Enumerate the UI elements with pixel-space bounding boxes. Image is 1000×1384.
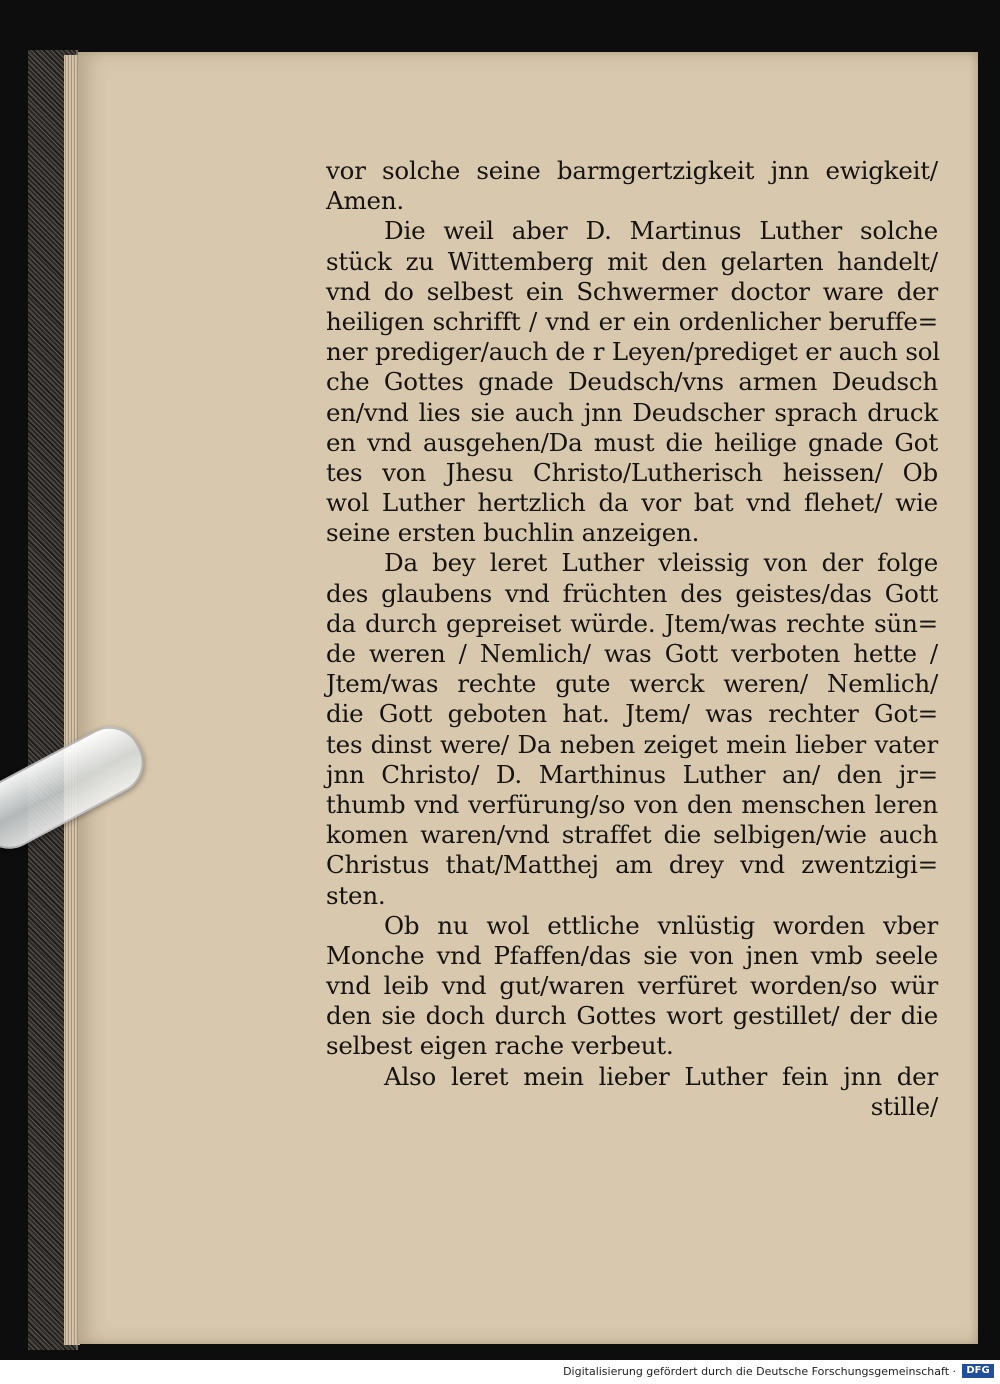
- text-line: tes dinst were/ Da neben zeiget mein lieber vater: [326, 729, 938, 759]
- text-line: komen waren/vnd straffet die selbigen/wie auch: [326, 820, 938, 850]
- text-line: vnd do selbest ein Schwermer doctor ware der: [326, 276, 938, 306]
- funding-notice: Digitalisierung gefördert durch die Deutsche Forschungsgemeinschaft ·: [563, 1365, 956, 1378]
- text-line: che Gottes gnade Deudsch/vns armen Deudsch: [326, 367, 938, 397]
- text-line: en/vnd lies sie auch jnn Deudscher sprach druck: [326, 397, 938, 427]
- text-line: tes von Jhesu Christo/Lutherisch heissen/ Ob: [326, 457, 938, 487]
- text-line: Also leret mein lieber Luther fein jnn der: [384, 1061, 938, 1091]
- text-line: jnn Christo/ D. Marthinus Luther an/ den jr=: [326, 759, 938, 789]
- text-line: die Gott geboten hat. Jtem/ was rechter Got=: [326, 699, 938, 729]
- text-line: stille/: [870, 1091, 938, 1121]
- text-line: selbest eigen rache verbeut.: [326, 1031, 674, 1061]
- text-line: de weren / Nemlich/ was Gott verboten hette /: [326, 639, 938, 668]
- text-line: sten.: [326, 880, 386, 910]
- text-line: da durch gepreiset würde. Jtem/was rechte sün=: [326, 608, 938, 638]
- text-line: Christus that/Matthej am drey vnd zwentzigi=: [326, 850, 938, 880]
- text-line: en vnd ausgehen/Da must die heilige gnade Got: [326, 427, 938, 457]
- text-line: ner prediger/auch de r Leyen/prediget er auch sol: [326, 337, 940, 367]
- text-line: Ob nu wol ettliche vnlüstig worden vber: [384, 910, 938, 940]
- footer: [0, 1360, 1000, 1384]
- dfg-logo: DFG: [962, 1364, 994, 1378]
- text-line: stück zu Wittemberg mit den gelarten handelt/: [326, 246, 938, 276]
- text-line: des glaubens vnd früchten des geistes/das Gott: [326, 578, 938, 608]
- text-line: Monche vnd Pfaffen/das sie von jnen vmb seele: [326, 940, 938, 970]
- text-line: Da bey leret Luther vleissig von der folge: [384, 548, 938, 578]
- text-line: thumb vnd verfürung/so von den menschen leren: [326, 789, 938, 819]
- text-line: seine ersten buchlin anzeigen.: [326, 518, 700, 548]
- text-line: Die weil aber D. Martinus Luther solche: [384, 216, 938, 246]
- text-line: vnd leib vnd gut/waren verfüret worden/so wür: [326, 971, 938, 1001]
- text-line: Jtem/was rechte gute werck weren/ Nemlich/: [326, 669, 938, 699]
- page-text: [326, 156, 938, 1122]
- text-line: den sie doch durch Gottes wort gestillet/ der die: [326, 1001, 938, 1031]
- text-line: vor solche seine barmgertzigkeit jnn ewigkeit/: [326, 156, 938, 185]
- text-line: wol Luther hertzlich da vor bat vnd flehet/ wie: [326, 488, 938, 518]
- text-line: heiligen schrifft / vnd er ein ordenlicher beruffe=: [326, 306, 938, 336]
- text-line: Amen.: [326, 186, 404, 216]
